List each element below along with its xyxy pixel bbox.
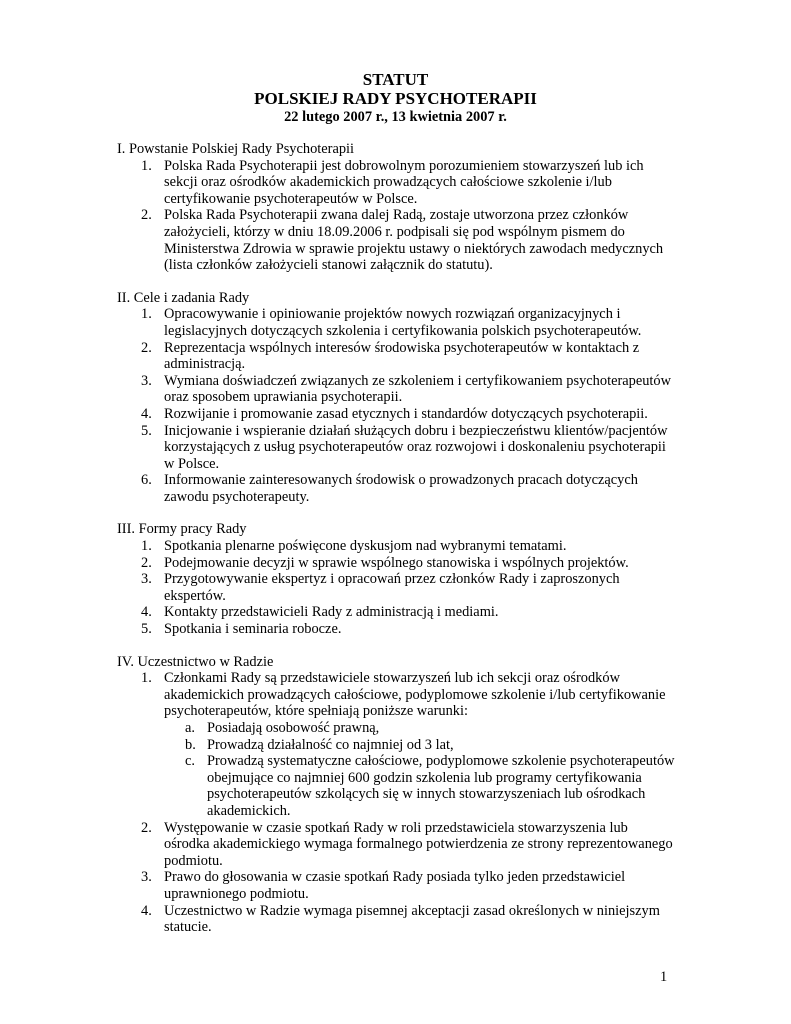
section: [117, 654, 677, 936]
sub-list-item-text: Prowadzą działalność co najmniej od 3 lat,: [207, 736, 454, 753]
list-item-number: 3.: [141, 869, 152, 886]
list-item-number: 5.: [141, 422, 152, 439]
sub-list-item-text: Prowadzą systematyczne całościowe, podyplomowe szkolenie psychoterapeutów obejmujące co najmniej 600 godzin szkolenia lub programy certyfikowania psychoterapeutów szkolących się w innych stowarzyszeniach lub ośrodkach akademickich.: [207, 753, 675, 819]
list-item-text: Uczestnictwo w Radzie wymaga pisemnej akceptacji zasad określonych w niniejszym statucie.: [164, 902, 660, 936]
list-item-number: 2.: [141, 819, 152, 836]
list-item-number: 1.: [141, 157, 152, 174]
list-item-number: 1.: [141, 538, 152, 555]
document-body: [117, 141, 677, 952]
list-item-text: Wymiana doświadczeń związanych ze szkoleniem i certyfikowaniem psychoterapeutów oraz sposobem uprawiania psychoterapii.: [164, 372, 671, 406]
sub-list-item: [164, 720, 677, 737]
sub-list-item-letter: b.: [185, 736, 196, 753]
list-item-number: 2.: [141, 207, 152, 224]
document-dates: 22 lutego 2007 r., 13 kwietnia 2007 r.: [284, 109, 507, 125]
list-item: [117, 373, 677, 406]
list-item: [117, 604, 677, 621]
section: [117, 521, 677, 637]
section-heading: I. Powstanie Polskiej Rady Psychoterapii: [117, 141, 355, 157]
list-item-number: 1.: [141, 670, 152, 687]
list-item-text: Inicjowanie i wspieranie działań służących dobru i bezpieczeństwu klientów/pacjentów korzystających z usług psychoterapeutów oraz rozwojowi i doskonaleniu psychoterapii w Polsce.: [164, 422, 668, 472]
list-item-number: 4.: [141, 405, 152, 422]
list-item-number: 6.: [141, 472, 152, 489]
list-item-text: Opracowywanie i opiniowanie projektów nowych rozwiązań organizacyjnych i legislacyjnych dotyczących szkolenia i certyfikowania polskich psychoterapeutów.: [164, 306, 642, 339]
list-item-text: Kontakty przedstawicieli Rady z administracją i mediami.: [164, 604, 499, 621]
list-item: [117, 207, 677, 273]
list-item: [117, 306, 677, 339]
sub-list: [164, 720, 677, 820]
section-heading: III. Formy pracy Rady: [117, 521, 247, 538]
list-item: [117, 670, 677, 819]
list-item-number: 1.: [141, 306, 152, 323]
numbered-list: [117, 670, 677, 936]
document-subtitle: POLSKIEJ RADY PSYCHOTERAPII: [254, 89, 537, 108]
list-item-text: Informowanie zainteresowanych środowisk o prowadzonych pracach dotyczących zawodu psychoterapeuty.: [164, 472, 638, 505]
sub-list-item-letter: a.: [185, 720, 195, 736]
list-item-number: 5.: [141, 621, 152, 638]
list-item-text: Przygotowywanie ekspertyz i opracowań przez członków Rady i zaproszonych ekspertów.: [164, 571, 620, 604]
list-item: [117, 472, 677, 505]
list-item-text: Podejmowanie decyzji w sprawie wspólnego stanowiska i wspólnych projektów.: [164, 554, 629, 571]
list-item-text: Członkami Rady są przedstawiciele stowarzyszeń lub ich sekcji oraz ośrodków akademickich prowadzących całościowe, podyplomowe szkolenie i/lub certyfikowanie psychoterapeutów, które spełniają poniższe warunki:: [164, 670, 666, 720]
list-item-number: 3.: [141, 372, 152, 389]
list-item: [117, 423, 677, 473]
section: [117, 141, 677, 274]
list-item: [117, 621, 677, 638]
list-item: [117, 869, 677, 902]
list-item-number: 4.: [141, 604, 152, 621]
section-heading: II. Cele i zadania Rady: [117, 289, 250, 306]
sub-list-item-letter: c.: [185, 753, 195, 770]
list-item-number: 3.: [141, 571, 152, 588]
list-item-text: Występowanie w czasie spotkań Rady w roli przedstawiciela stowarzyszenia lub ośrodka akademickiego wymaga formalnego potwierdzenia ze strony reprezentowanego podmiotu.: [164, 819, 673, 869]
section-heading: IV. Uczestnictwo w Radzie: [117, 653, 274, 670]
list-item: [117, 406, 677, 423]
list-item: [117, 555, 677, 572]
list-item-number: 2.: [141, 339, 152, 356]
section: [117, 290, 677, 506]
list-item: [117, 340, 677, 373]
list-item-text: Rozwijanie i promowanie zasad etycznych i standardów dotyczących psychoterapii.: [164, 405, 648, 422]
list-item: [117, 820, 677, 870]
document-title: STATUT: [362, 70, 429, 89]
sub-list-item: [164, 753, 677, 819]
list-item-text: Prawo do głosowania w czasie spotkań Rady posiada tylko jeden przedstawiciel uprawnionego podmiotu.: [164, 869, 626, 902]
numbered-list: [117, 538, 677, 638]
list-item-text: Spotkania plenarne poświęcone dyskusjom nad wybranymi tematami.: [164, 538, 567, 555]
list-item-number: 2.: [141, 554, 152, 571]
page-number: 1: [660, 969, 668, 985]
list-item-text: Polska Rada Psychoterapii zwana dalej Radą, zostaje utworzona przez członków założycieli, którzy w dniu 18.09.2006 r. podpisali się pod wspólnym pismem do Ministerstwa Zdrowia w sprawie projektu ustawy o niektórych zawodach medycznych (lista członków założycieli stanowi załącznik do statutu).: [164, 207, 664, 274]
list-item-text: Spotkania i seminaria robocze.: [164, 621, 342, 638]
list-item-text: Reprezentacja wspólnych interesów środowiska psychoterapeutów w kontaktach z administracją.: [164, 339, 640, 373]
numbered-list: [117, 306, 677, 505]
list-item: [117, 903, 677, 936]
list-item: [117, 538, 677, 555]
list-item: [117, 571, 677, 604]
sub-list-item: [164, 737, 677, 754]
list-item-number: 4.: [141, 902, 152, 919]
list-item-text: Polska Rada Psychoterapii jest dobrowolnym porozumieniem stowarzyszeń lub ich sekcji oraz ośrodków akademickich prowadzących całościowe szkolenie i/lub certyfikowanie psychoterapeutów w Polsce.: [164, 157, 644, 207]
sub-list-item-text: Posiadają osobowość prawną,: [207, 720, 380, 736]
list-item: [117, 158, 677, 208]
numbered-list: [117, 158, 677, 274]
